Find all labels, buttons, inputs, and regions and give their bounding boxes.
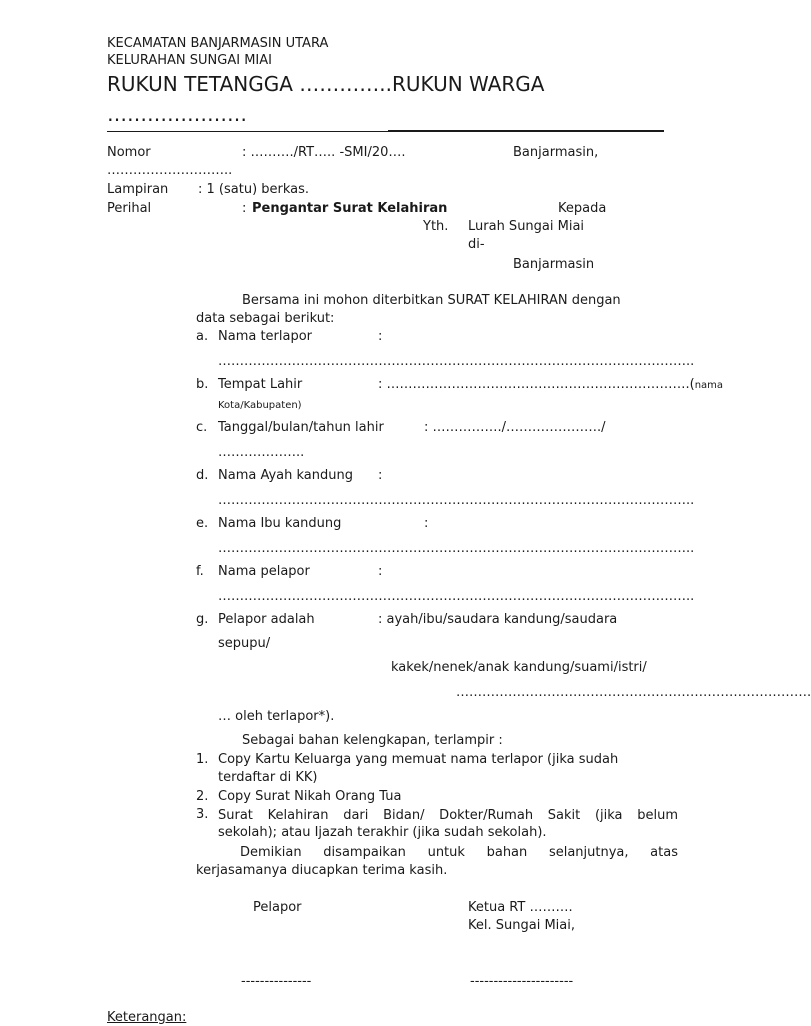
district-name: KECAMATAN BANJARMASIN UTARA: [107, 36, 329, 51]
subdistrict-name: KELURAHAN SUNGAI MIAI: [107, 53, 272, 68]
city-date: Banjarmasin,: [513, 145, 599, 160]
attachment-1-line-1: Copy Kartu Keluarga yang memuat nama terlapor (jika sudah: [218, 752, 619, 767]
signature-line-left: ---------------: [241, 974, 312, 989]
item-e-label: Nama Ibu kandung: [218, 516, 342, 531]
item-f-dots: ………………………………………………………………………………………………..: [218, 589, 695, 604]
signature-kel-label: Kel. Sungai Miai,: [468, 918, 575, 933]
lampiran-value: : 1 (satu) berkas.: [198, 182, 310, 197]
signature-line-right: ----------------------: [470, 974, 574, 989]
item-b-value: : …………………………………………………………….(nama: [378, 377, 724, 392]
item-b-note-1: nama: [694, 380, 724, 391]
item-g-dots: ……………………………………………………………………….: [456, 685, 811, 700]
kepada-label: Kepada: [558, 201, 607, 216]
item-a-colon: :: [378, 329, 383, 344]
di-label: di-: [468, 237, 485, 252]
item-e-dots: ………………………………………………………………………………………………..: [218, 541, 695, 556]
item-a-marker: a.: [196, 329, 209, 344]
attachment-3-marker: 3.: [196, 807, 209, 822]
perihal-label: Perihal: [107, 201, 152, 216]
yth-label: Yth.: [423, 219, 449, 234]
item-b-note-2: Kota/Kabupaten): [218, 400, 302, 411]
keterangan-label: Keterangan:: [107, 1010, 187, 1025]
item-d-colon: :: [378, 468, 383, 483]
item-d-label: Nama Ayah kandung: [218, 468, 353, 483]
attachment-3-line-2: sekolah); atau Ijazah terakhir (jika sudah sekolah).: [218, 825, 547, 840]
rw-dots: …………………: [107, 102, 247, 126]
item-g-value-2: sepupu/: [218, 636, 271, 651]
closing-line-2: kerjasamanya diucapkan terima kasih.: [196, 863, 448, 878]
header-rule-thick: [388, 130, 664, 132]
item-a-dots: ………………………………………………………………………………………………..: [218, 354, 695, 369]
attachment-2-line-1: Copy Surat Nikah Orang Tua: [218, 789, 402, 804]
item-e-colon: :: [424, 516, 429, 531]
attachment-3-line-1: Surat Kelahiran dari Bidan/ Dokter/Rumah Sakit (jika belum: [218, 808, 678, 823]
item-e-marker: e.: [196, 516, 209, 531]
item-c-dots: ………………..: [218, 445, 305, 460]
date-dots: ………………………..: [107, 163, 233, 178]
intro-line-1: Bersama ini mohon diterbitkan SURAT KELAHIRAN dengan: [242, 293, 621, 308]
nomor-value: : ………./RT….. -SMI/20….: [242, 145, 406, 160]
item-g-label: Pelapor adalah: [218, 612, 315, 627]
item-f-marker: f.: [196, 564, 204, 579]
rt-rw-heading: RUKUN TETANGGA …………..RUKUN WARGA: [107, 72, 545, 96]
item-b-marker: b.: [196, 377, 209, 392]
lampiran-label: Lampiran: [107, 182, 169, 197]
item-g-value-1: : ayah/ibu/saudara kandung/saudara: [378, 612, 618, 627]
item-c-marker: c.: [196, 420, 208, 435]
attachment-1-line-2: terdaftar di KK): [218, 770, 318, 785]
closing-line-1: Demikian disampaikan untuk bahan selanjutnya, atas: [240, 845, 678, 860]
attachment-2-marker: 2.: [196, 789, 209, 804]
item-c-value: : ……………./…………………./: [424, 420, 606, 435]
item-d-marker: d.: [196, 468, 209, 483]
lurah-label: Lurah Sungai Miai: [468, 219, 585, 234]
attachment-1-marker: 1.: [196, 752, 209, 767]
nomor-label: Nomor: [107, 145, 151, 160]
item-d-dots: ………………………………………………………………………………………………..: [218, 493, 695, 508]
attachments-intro: Sebagai bahan kelengkapan, terlampir :: [242, 733, 503, 748]
item-g-value-4: … oleh terlapor*).: [218, 709, 335, 724]
perihal-value: Pengantar Surat Kelahiran: [252, 201, 448, 216]
item-f-colon: :: [378, 564, 383, 579]
item-g-marker: g.: [196, 612, 209, 627]
intro-line-2: data sebagai berikut:: [196, 311, 335, 326]
addressee-city: Banjarmasin: [513, 257, 595, 272]
item-g-value-3: kakek/nenek/anak kandung/suami/istri/: [391, 660, 647, 675]
signature-ketua-label: Ketua RT ……….: [468, 900, 573, 915]
item-b-label: Tempat Lahir: [218, 377, 303, 392]
item-a-label: Nama terlapor: [218, 329, 313, 344]
perihal-colon: :: [242, 201, 247, 216]
item-c-label: Tanggal/bulan/tahun lahir: [218, 420, 384, 435]
item-f-label: Nama pelapor: [218, 564, 310, 579]
signature-pelapor-label: Pelapor: [253, 900, 302, 915]
